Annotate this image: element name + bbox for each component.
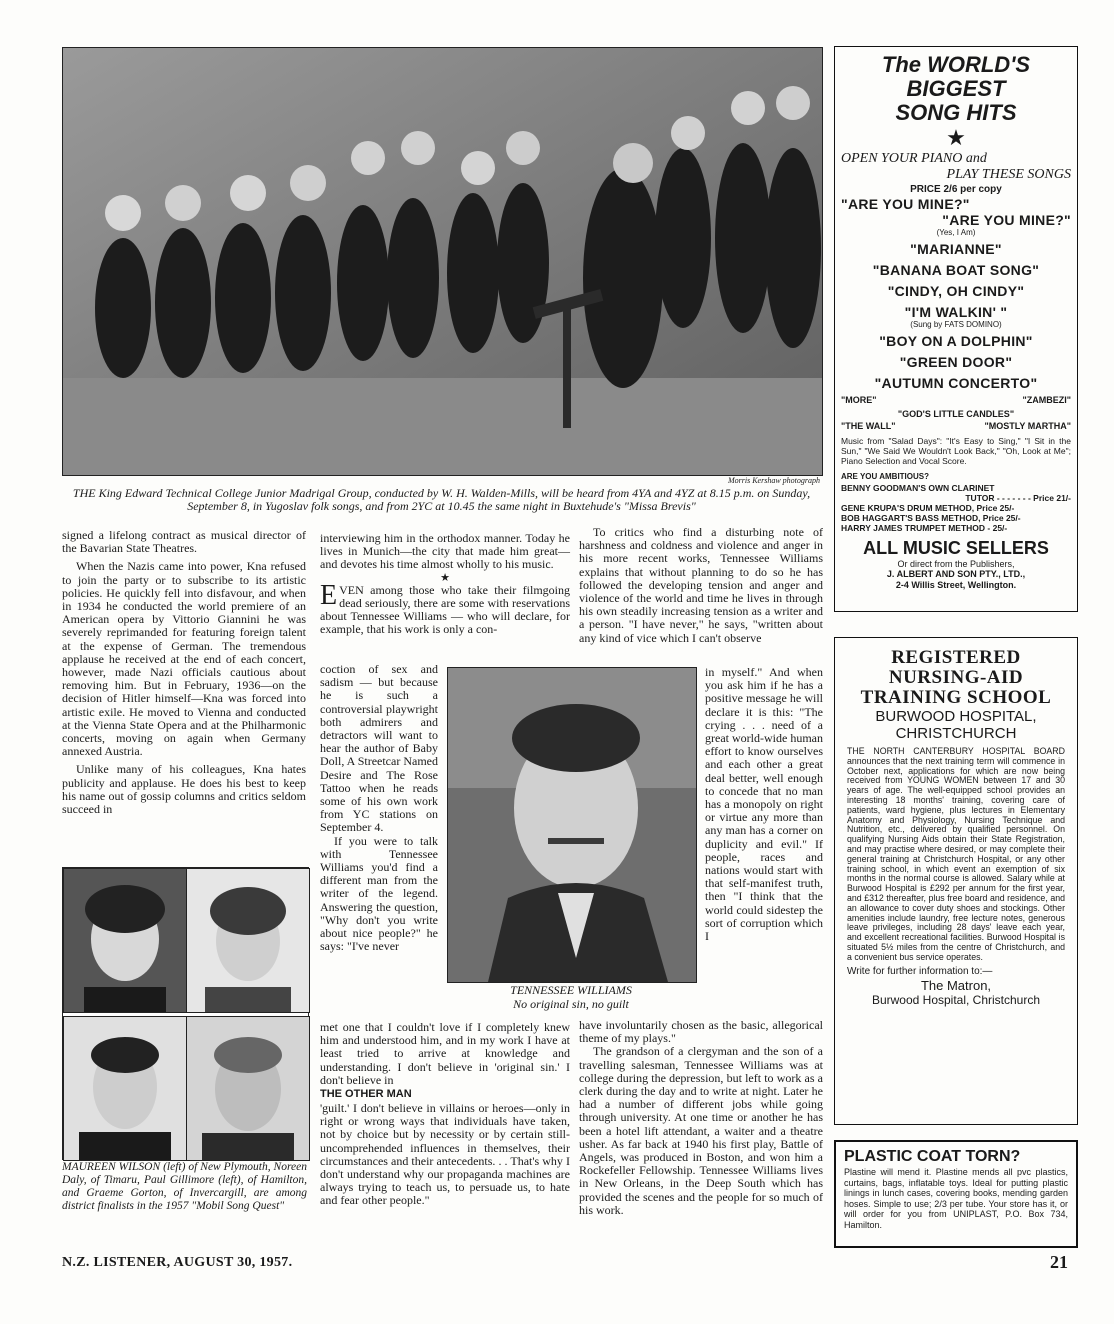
song-12a: "THE WALL" <box>841 421 896 431</box>
williams-caption-sub: No original sin, no guilt <box>513 997 629 1011</box>
song-row-10 <box>841 394 1071 406</box>
song-7: "BOY ON A DOLPHIN" <box>879 333 1033 349</box>
williams-caption-name: TENNESSEE WILLIAMS <box>510 983 632 997</box>
song-2-note: (Yes, I Am) <box>936 228 976 237</box>
method-4: HARRY JAMES TRUMPET METHOD - 25/- <box>841 523 1008 533</box>
col2-para-1: interviewing him in the orthodox manner. Today he lives in Munich—the city that made him great—and devotes his time almost wholly to his music. <box>320 531 570 572</box>
tennessee-williams-photo <box>447 667 697 983</box>
column-3-bottom <box>579 1019 823 1217</box>
choir-caption: THE King Edward Technical College Junior Madrigal Group, conducted by W. H. Walden-Mills, will be heard from 4YA and 4YZ at 8.15 p.m. on Sunday, September 8, in Yugoslav folk songs, and from 2YC at 10.45 the same night in Buxtehude's "Missa Brevis" <box>72 486 811 513</box>
nursing-title-5: CHRISTCHURCH <box>895 725 1017 742</box>
star-divider: ★ <box>440 571 450 584</box>
nursing-hospital: Burwood Hospital, Christchurch <box>871 992 1041 1007</box>
col3-para-2: The grandson of a clergyman and the son of a travelling salesman, Tennessee Williams was at college during the depression, but left to work as a clerk during the day and to write at night. Later he had a number of different jobs while going through university. At one time or another he has been a hotel lift attendant, a waiter and a theatre usher. As far back at 1940 his first play, Battle of Angels, was produced in Boston, and won him a Rockefeller Fellowship. Tennessee Williams lives in New Orleans, in the Deep South which has provided the scenes and the people for so much of his work. <box>579 1044 823 1217</box>
column-3-narrow <box>705 666 823 943</box>
nursing-title-3: TRAINING SCHOOL <box>860 687 1052 708</box>
footer-masthead: N.Z. LISTENER, AUGUST 30, 1957. <box>62 1255 293 1270</box>
song-12b: "MOSTLY MARTHA" <box>984 421 1071 431</box>
finalists-photo-grid <box>62 867 309 1160</box>
method-2: GENE KRUPA'S DRUM METHOD, Price 25/- <box>841 503 1015 513</box>
song-6-note: (Sung by FATS DOMINO) <box>910 320 1002 329</box>
salad-days-text: Music from "Salad Days": "It's Easy to Sing," "I Sit in the Sun," "We Said We Wouldn't Look Back," "Oh, Look at Me"; Piano Selection and Vocal Score. <box>841 436 1071 466</box>
publisher-address: 2-4 Willis Street, Wellington. <box>895 580 1017 590</box>
song-3: "MARIANNE" <box>910 241 1002 257</box>
nursing-title-1: REGISTERED <box>891 647 1021 668</box>
song-6: "I'M WALKIN' " <box>904 304 1008 320</box>
column-2-bottom <box>320 1021 570 1208</box>
ad-price: PRICE 2/6 per copy <box>910 184 1002 195</box>
photo-credit: Morris Kershaw photograph <box>727 476 820 485</box>
col2-para-2b: coction of sex and sadism — but because he is such a controversial playwright both admirers and detractors will want to hear the author of Baby Doll, A Streetcar Named Desire and The Rose Tattoo when he reads some of his own work from YC stations on September 4. <box>320 662 438 835</box>
song-4: "BANANA BOAT SONG" <box>872 262 1040 278</box>
ambitious-heading: ARE YOU AMBITIOUS? <box>841 472 930 481</box>
nursing-matron: The Matron, <box>920 977 992 993</box>
portrait-graeme-gorton <box>186 1016 310 1161</box>
nursing-body: THE NORTH CANTERBURY HOSPITAL BOARD announces that the next training term will commence in October next, applications for which are now being received from YOUNG WOMEN between 17 and 30 years of age. The well-equipped school provides an interesting 18 months' training, covering care of patients, ward hygiene, plus lectures in Elementary Anatomy and Physiology, Nursing Technique and Nutrition, etc., delivered by qualified personnel. On qualifying Nursing Aids obtain their State Registration, and may practise where desired, or may complete their general training at Christchurch Hospital, or any other training school, in which event an exemption of six months in the normal course is allowed. Salary while at Burwood Hospital is £292 per annum for the first year, and £312 thereafter, plus free board and residence, and an allowance to cover duty shoes and stockings. Other amenities include laundry, free lecture notes, generous leave privileges, including 28 days' leave each year, and excellent recreational facilities. Burwood Hospital is situated 5½ miles from the centre of Christchurch, and a convenient bus service operates. <box>847 746 1065 962</box>
song-row-12 <box>841 420 1071 432</box>
method-3: BOB HAGGART'S BASS METHOD, Price 25/- <box>841 513 1021 523</box>
ad-sub1: OPEN YOUR PIANO and <box>841 151 987 166</box>
column-2-narrow <box>320 663 438 953</box>
finalists-caption: MAUREEN WILSON (left) of New Plymouth, Noreen Daly, of Timaru, Paul Gillimore (left), of Hamilton, and Graeme Gorton, of Invercargill, are among district finalists in the 1957 "Mobil Song Quest" <box>62 1161 307 1212</box>
col1-para-1: signed a lifelong contract as musical director of the Bavarian State Theatres. <box>62 528 306 556</box>
all-music-sellers: ALL MUSIC SELLERS <box>863 538 1049 558</box>
col2-para-2a: EVEN among those who take their filmgoing dead seriously, there are some with reservations about Tennessee Williams — who will declare, for example, that his work is only a con- <box>320 579 570 637</box>
col3-para-1: To critics who find a disturbing note of harshness and coldness and violence and anger in his more recent works, Tennessee Williams explains that without planning to do so he has followed the developing tension and anger and violence of the world and time he lives in through his own steadily increasing tension as a writer and a person. "I have never," he says, "written about any kind of vice which I can't observe <box>579 525 823 645</box>
nursing-title-2: NURSING-AID <box>888 667 1024 688</box>
col3-para-1c: have involuntarily chosen as the basic, allegorical theme of my plays." <box>579 1018 823 1046</box>
col2-para-3b: met one that I couldn't love if I completely knew him and understood him, and in my work I have at least tried to arrive at knowledge and understanding. I don't believe in 'original sin.' I don't believe in <box>320 1020 570 1087</box>
song-10b: "ZAMBEZI" <box>1022 395 1071 405</box>
song-9: "AUTUMN CONCERTO" <box>874 375 1038 391</box>
song-2: "ARE YOU MINE?" <box>942 212 1071 228</box>
col2-para-4: 'guilt.' I don't believe in villains or heroes—only in right or wrong ways that individuals have taken, not by choice but by necessity or by certain still-uncomprehended influences in themselves, their circumstances and their antecedents. . . That's why I don't understand why our propaganda machines are always trying to teach us, to persuade us, to hate and fear other people." <box>320 1101 570 1208</box>
song-hits-ad <box>834 46 1078 612</box>
portrait-maureen-wilson <box>63 868 187 1013</box>
song-11: "GOD'S LITTLE CANDLES" <box>897 409 1015 419</box>
col1-para-3: Unlike many of his colleagues, Kna hates publicity and applause. He does his best to keep his name out of gossip columns and critics seldom succeed in <box>62 762 306 817</box>
song-10a: "MORE" <box>841 395 877 405</box>
column-3-top <box>579 526 823 645</box>
song-1: "ARE YOU MINE?" <box>841 196 970 212</box>
column-2-top <box>320 532 570 636</box>
song-5: "CINDY, OH CINDY" <box>887 283 1025 299</box>
ad-star: ★ <box>946 125 966 150</box>
nursing-write: Write for further information to:— <box>847 965 993 977</box>
direct-from: Or direct from the Publishers, <box>897 559 1015 569</box>
portrait-paul-gillimore <box>63 1016 187 1161</box>
ad-title-line2: SONG HITS <box>895 100 1017 125</box>
plastic-title: PLASTIC COAT TORN? <box>844 1148 1021 1165</box>
nursing-title-4: BURWOOD HOSPITAL, <box>875 708 1037 725</box>
ad-sub2: PLAY THESE SONGS <box>946 167 1071 182</box>
ad-title-line1: The WORLD'S BIGGEST <box>881 52 1031 101</box>
choir-photo-graphic <box>63 48 822 475</box>
page-number: 21 <box>1050 1252 1068 1272</box>
method-1a: BENNY GOODMAN'S OWN CLARINET <box>841 483 995 493</box>
drop-cap: E <box>320 579 338 611</box>
column-1-text <box>62 529 306 816</box>
portrait-noreen-daly <box>186 868 310 1013</box>
publisher-name: J. ALBERT AND SON PTY., LTD., <box>886 569 1026 579</box>
method-1b: TUTOR - - - - - - - Price 21/- <box>965 493 1071 503</box>
plastic-coat-ad <box>834 1140 1078 1248</box>
nursing-aid-ad <box>834 637 1078 1125</box>
plastic-body: Plastine will mend it. Plastine mends all pvc plastics, curtains, bags, inflatable toys. Ideal for putting plastic linings in lunch cases, covering books, mending garden hoses. Simple to use; 2/3 per tube. Your store has it, or will order for you from UNIPLAST, P.O. Box 734, Hamilton. <box>844 1167 1068 1230</box>
col1-para-2: When the Nazis came into power, Kna refused to join the party or to subscribe to its artistic policies. He quickly fell into disfavour, and when in 1934 he conducted the world premiere of an American opera by Vittorio Giannini he was severely reprimanded for featuring foreign talent at the expense of German. The tremendous applause he received at the end of each concert, however, made Nazi officials cautious about removing him. But in February, 1936—on the decision of Hitler himself—Kna was forced into artistic exile. He moved to Vienna and conducted at the Vienna State Opera and at the Philharmonic concerts, moving on again when Germany annexed Austria. <box>62 559 306 759</box>
song-8: "GREEN DOOR" <box>899 354 1013 370</box>
subhead-the-other-man: THE OTHER MAN <box>320 1088 412 1101</box>
col2-para-3: If you were to talk with Tennessee Williams you'd find a different man from the writer of the legend. Answering the question, "Why don't you write about nice people?" he says: "I've never <box>320 833 438 954</box>
col3-para-1b: in myself." And when you ask him if he has a positive message he will declare it is this: "The crying . . . need of a great world-wide human effort to know ourselves and each other a great deal better, well enough to concede that no man has a monopoly on right or virtue any more than any man has a corner on duplicity and evil." If people, races and nations would start with that self-manifest truth, then "I think that the world could sidestep the sort of corruption which I <box>705 665 823 944</box>
choir-photo <box>62 47 823 476</box>
